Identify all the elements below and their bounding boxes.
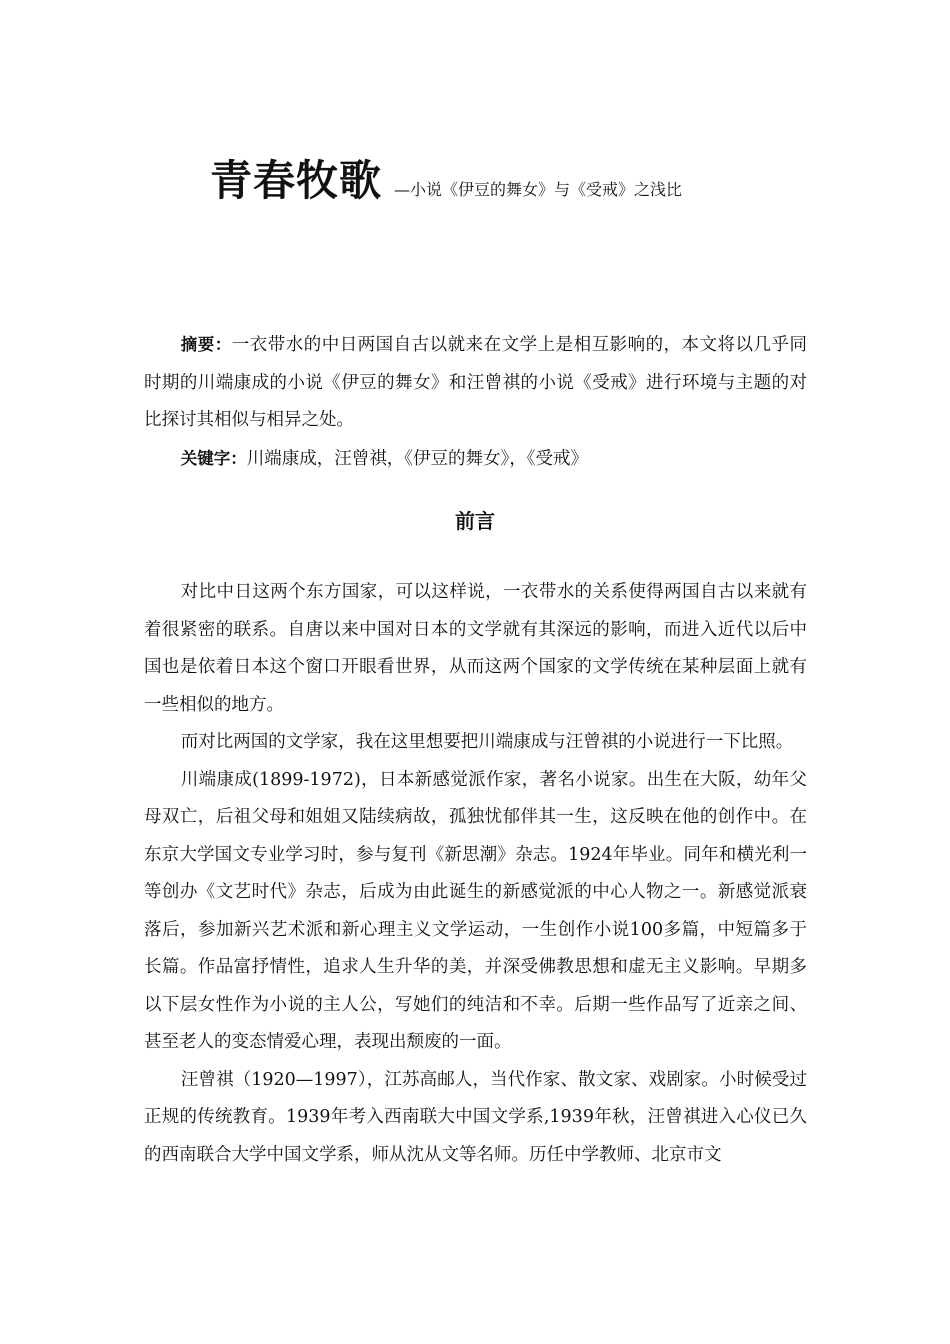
body-text: [144, 574, 807, 1174]
keywords-label: 关键字：: [180, 448, 247, 468]
body-paragraph: 对比中日这两个东方国家，可以这样说，一衣带水的关系使得两国自古以来就有着很紧密的联系。自唐以来中国对日本的文学就有其深远的影响，而进入近代以后中国也是依着日本这个窗口开眼看世界，从而这两个国家的文学传统在某种层面上就有一些相似的地方。: [144, 582, 807, 715]
title-subtitle: —小说《伊豆的舞女》与《受戒》之浅比: [394, 180, 683, 199]
body-paragraph: 汪曾祺（1920—1997），江苏高邮人，当代作家、散文家、戏剧家。小时候受过正规的传统教育。1939年考入西南联大中国文学系,1939年秋，汪曾祺进入心仪已久的西南联合大学中国文学系，师从沈从文等名师。历任中学教师、北京市文: [144, 1069, 807, 1165]
abstract-text: 一衣带水的中日两国自古以就来在文学上是相互影响的，本文将以几乎同时期的川端康成的小说《伊豆的舞女》和汪曾祺的小说《受戒》进行环境与主题的对比探讨其相似与相异之处。: [144, 335, 808, 430]
abstract-section: [144, 326, 807, 478]
keywords-text: 川端康成，汪曾祺，《伊豆的舞女》，《受戒》: [246, 448, 588, 469]
body-paragraph: 而对比两国的文学家，我在这里想要把川端康成与汪曾祺的小说进行一下比照。: [180, 732, 794, 752]
abstract-paragraph: [144, 326, 807, 440]
abstract-label: 摘要：: [180, 335, 232, 354]
body-paragraph: 川端康成(1899-1972)，日本新感觉派作家，著名小说家。出生在大阪，幼年父母双亡，后祖父母和姐姐又陆续病故，孤独忧郁伴其一生，这反映在他的创作中。在东京大学国文专业学习时，参与复刊《新思潮》杂志。1924年毕业。同年和横光利一等创办《文艺时代》杂志，后成为由此诞生的新感觉派的中心人物之一。新感觉派衰落后，参加新兴艺术派和新心理主义文学运动，一生创作小说100多篇，中短篇多于长篇。作品富抒情性，追求人生升华的美，并深受佛教思想和虚无主义影响。早期多以下层女性作为小说的主人公，写她们的纯洁和不幸。后期一些作品写了近亲之间、甚至老人的变态情爱心理，表现出颓废的一面。: [144, 769, 807, 1052]
title-main: 青春牧歌: [210, 156, 383, 205]
document-title: [210, 148, 682, 208]
keywords-paragraph: [144, 440, 807, 479]
section-heading: 前言: [455, 509, 495, 533]
